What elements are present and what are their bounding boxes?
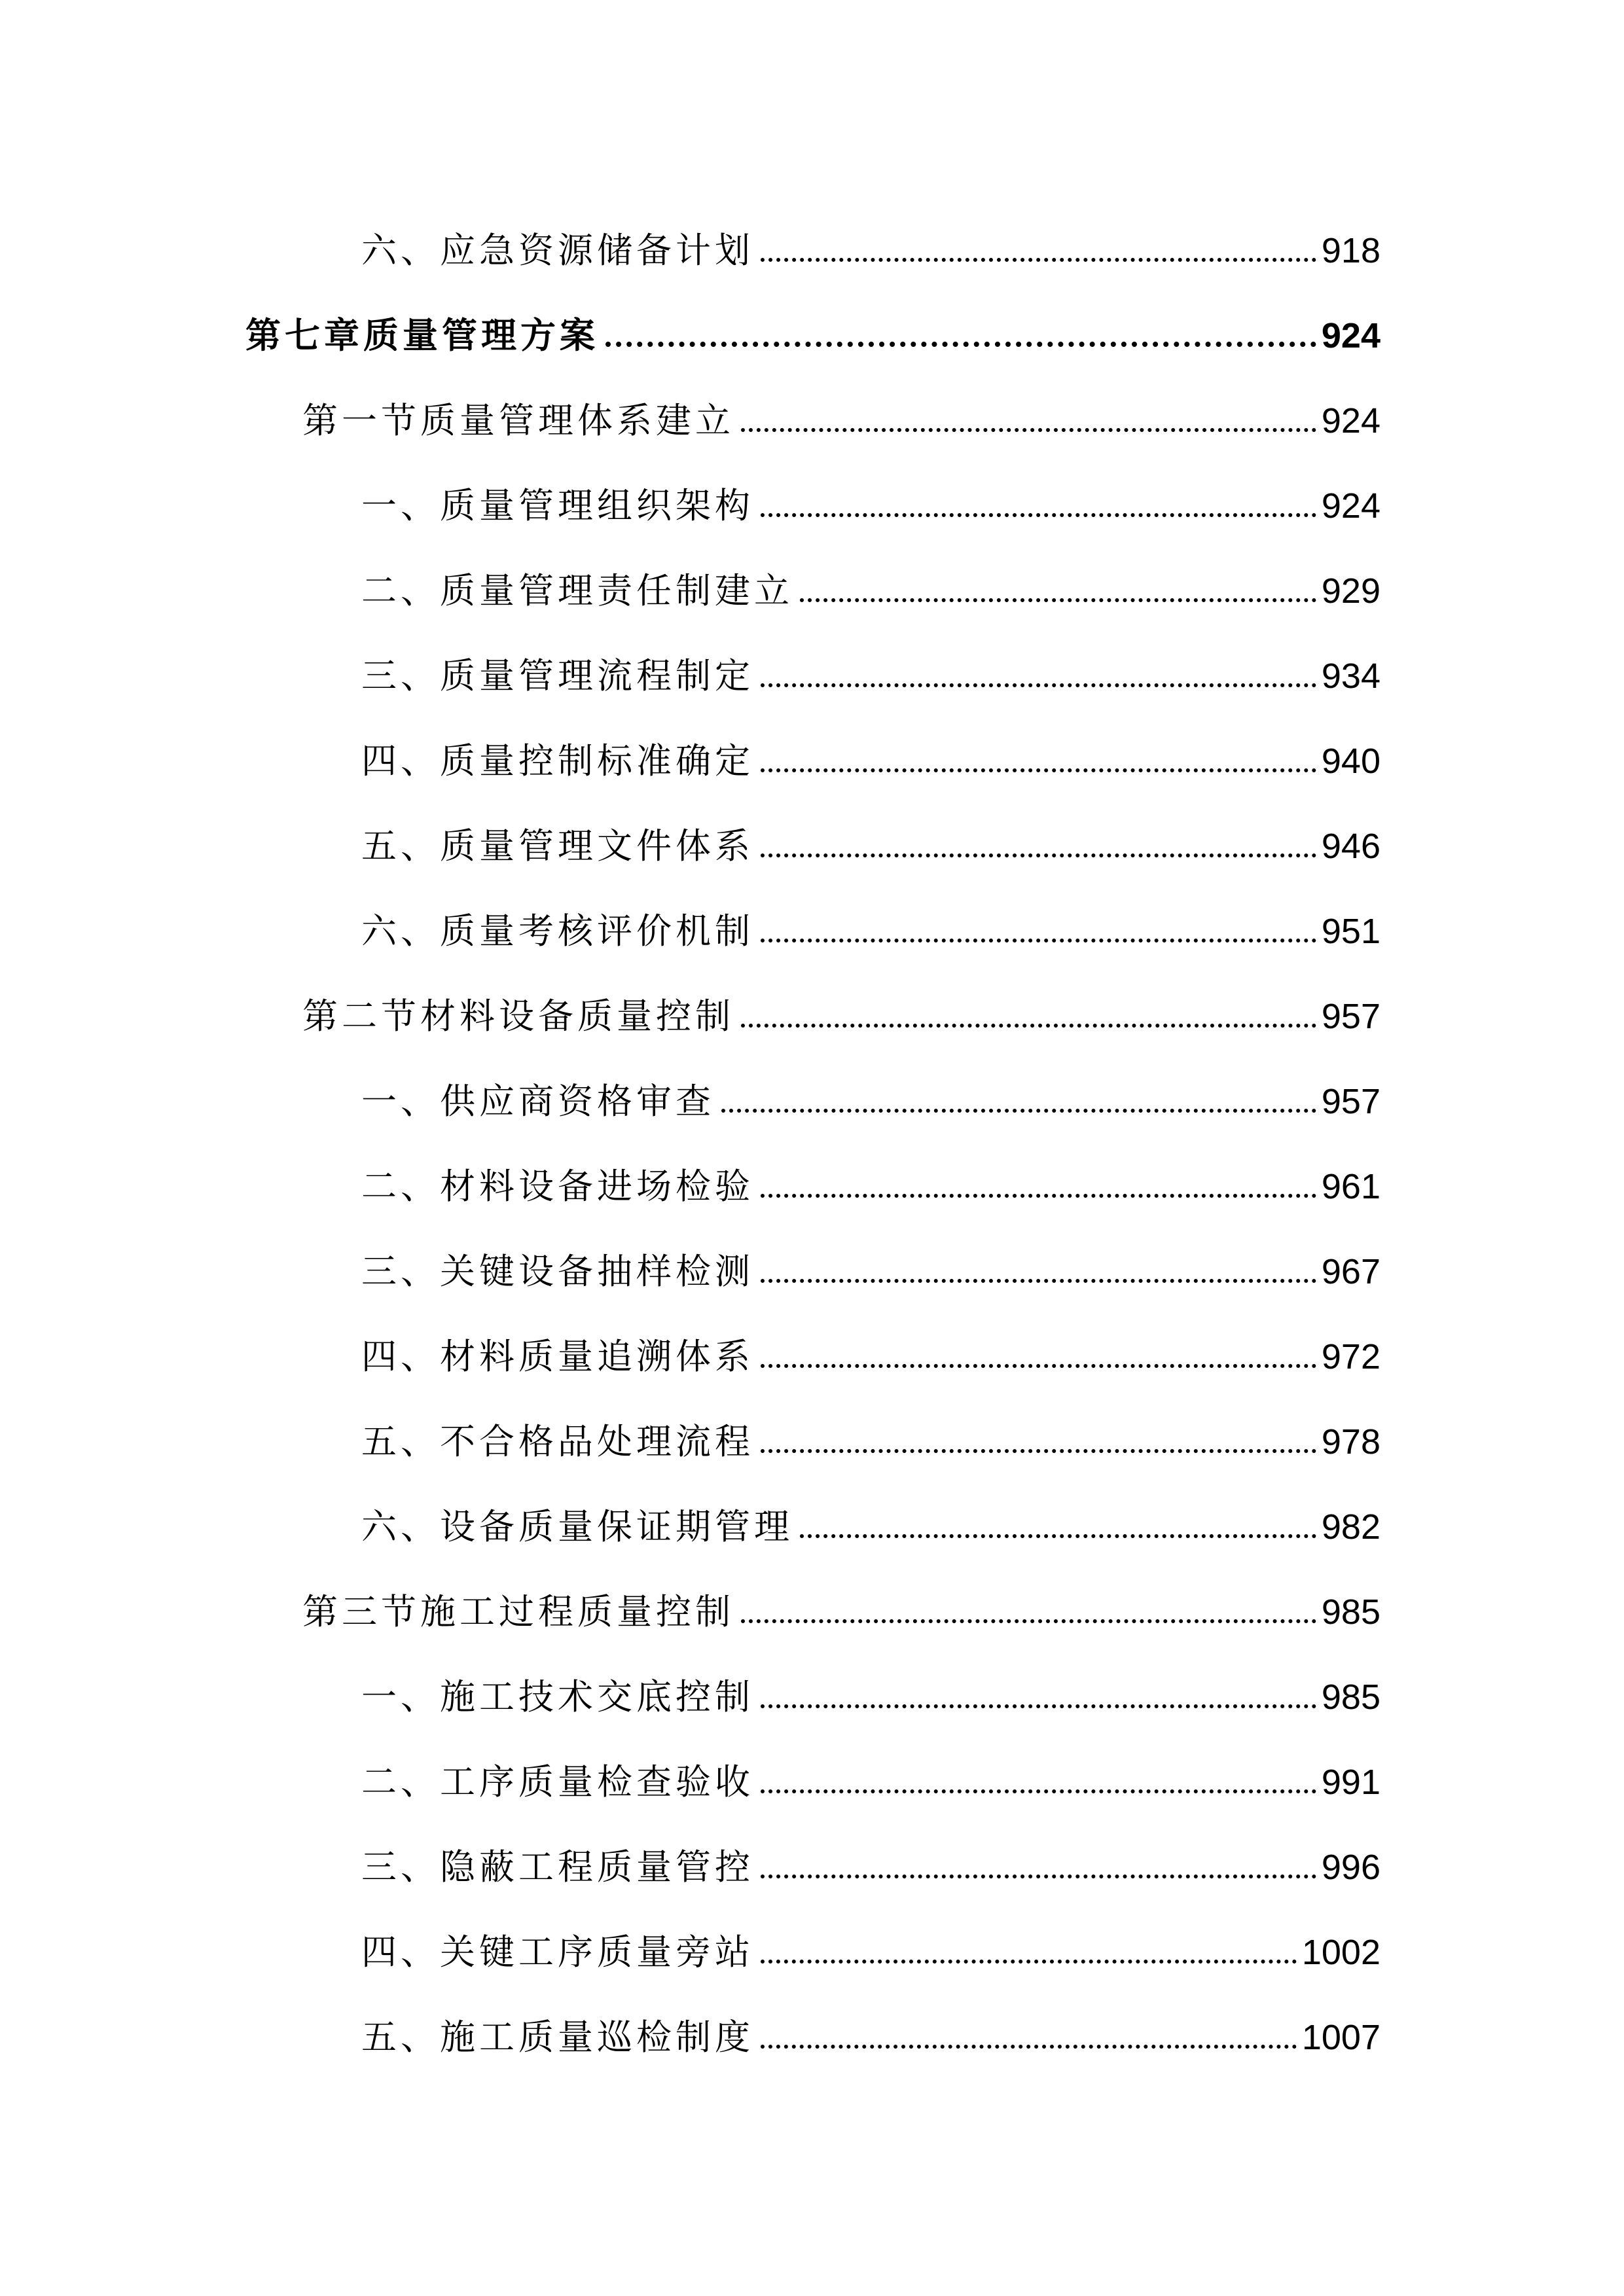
- toc-dot-leader: [605, 342, 1316, 347]
- toc-entry[interactable]: [361, 1911, 1380, 1970]
- toc-entry-page: 1007: [1301, 2018, 1380, 2055]
- toc-section-entry[interactable]: [302, 1571, 1380, 1630]
- toc-dot-leader: [800, 598, 1316, 602]
- toc-dot-leader: [761, 513, 1316, 517]
- toc-dot-leader: [761, 1789, 1316, 1793]
- toc-dot-leader: [761, 1364, 1316, 1368]
- toc-dot-leader: [761, 1874, 1316, 1878]
- toc-entry-label: 第一节质量管理体系建立: [302, 400, 734, 439]
- toc-entry-label: 第二节材料设备质量控制: [302, 996, 734, 1034]
- toc-entry-label: 四、质量控制标准确定: [361, 740, 754, 779]
- toc-entry-label: 二、质量管理责任制建立: [361, 570, 793, 609]
- toc-entry-page: 957: [1321, 997, 1380, 1034]
- toc-entry-label: 第七章质量管理方案: [245, 315, 599, 353]
- toc-entry[interactable]: [361, 1486, 1380, 1545]
- toc-entry[interactable]: [361, 1145, 1380, 1204]
- toc-dot-leader: [761, 2045, 1297, 2049]
- toc-entry-page: 978: [1321, 1422, 1380, 1460]
- toc-entry-label: 三、隐蔽工程质量管控: [361, 1846, 754, 1885]
- toc-entry-page: 934: [1321, 656, 1380, 694]
- toc-entry[interactable]: [361, 1401, 1380, 1460]
- toc-entry[interactable]: [361, 1826, 1380, 1885]
- toc-entry-label: 三、质量管理流程制定: [361, 655, 754, 694]
- toc-entry-label: 四、关键工序质量旁站: [361, 1931, 754, 1970]
- toc-dot-leader: [721, 1109, 1316, 1113]
- toc-dot-leader: [761, 1960, 1297, 1964]
- toc-entry-label: 第三节施工过程质量控制: [302, 1591, 734, 1630]
- toc-entry-page: 985: [1321, 1592, 1380, 1630]
- toc-dot-leader: [761, 768, 1316, 772]
- toc-entry-page: 957: [1321, 1082, 1380, 1119]
- toc-section-entry[interactable]: [302, 975, 1380, 1034]
- toc-entry-label: 六、质量考核评价机制: [361, 910, 754, 949]
- toc-entry-page: 924: [1321, 486, 1380, 524]
- toc-entry-label: 四、材料质量追溯体系: [361, 1336, 754, 1374]
- toc-dot-leader: [761, 939, 1316, 942]
- toc-entry-page: 951: [1321, 912, 1380, 949]
- toc-entry-label: 五、施工质量巡检制度: [361, 2017, 754, 2055]
- toc-entry-label: 一、质量管理组织架构: [361, 485, 754, 524]
- toc-entry-label: 五、不合格品处理流程: [361, 1421, 754, 1460]
- toc-entry-page: 1002: [1301, 1933, 1380, 1970]
- toc-entry-page: 961: [1321, 1167, 1380, 1204]
- toc-entry-page: 924: [1321, 316, 1380, 353]
- toc-entry-label: 二、材料设备进场检验: [361, 1166, 754, 1204]
- toc-entry-label: 六、应急资源储备计划: [361, 230, 754, 268]
- toc-entry[interactable]: [361, 209, 1380, 268]
- toc-entry[interactable]: [361, 805, 1380, 864]
- toc-section-entry[interactable]: [302, 380, 1380, 439]
- toc-dot-leader: [761, 258, 1316, 262]
- toc-entry[interactable]: [361, 635, 1380, 694]
- toc-entry-label: 一、供应商资格审查: [361, 1081, 715, 1119]
- toc-entry[interactable]: [361, 1741, 1380, 1800]
- toc-entry-page: 991: [1321, 1763, 1380, 1800]
- toc-entry-label: 三、关键设备抽样检测: [361, 1251, 754, 1289]
- toc-entry-page: 985: [1321, 1677, 1380, 1715]
- toc-dot-leader: [800, 1534, 1316, 1538]
- toc-entry-page: 918: [1321, 231, 1380, 268]
- toc-dot-leader: [761, 683, 1316, 687]
- toc-dot-leader: [741, 1024, 1316, 1028]
- toc-dot-leader: [761, 1704, 1316, 1708]
- toc-entry-page: 940: [1321, 742, 1380, 779]
- toc-dot-leader: [741, 428, 1316, 432]
- toc-dot-leader: [741, 1619, 1316, 1623]
- toc-entry-page: 996: [1321, 1848, 1380, 1885]
- toc-dot-leader: [761, 853, 1316, 857]
- toc-entry[interactable]: [361, 1230, 1380, 1289]
- toc-entry-label: 一、施工技术交底控制: [361, 1676, 754, 1715]
- toc-entry-label: 五、质量管理文件体系: [361, 825, 754, 864]
- toc-dot-leader: [761, 1194, 1316, 1198]
- toc-chapter-entry[interactable]: [245, 295, 1380, 353]
- toc-entry-label: 六、设备质量保证期管理: [361, 1506, 793, 1545]
- toc-entry[interactable]: [361, 1996, 1380, 2055]
- toc-entry-page: 972: [1321, 1337, 1380, 1374]
- toc-entry[interactable]: [361, 720, 1380, 779]
- toc-entry[interactable]: [361, 550, 1380, 609]
- toc-entry-page: 946: [1321, 827, 1380, 864]
- toc-entry-page: 929: [1321, 571, 1380, 609]
- toc-entry-page: 982: [1321, 1507, 1380, 1545]
- toc-dot-leader: [761, 1449, 1316, 1453]
- toc-entry-page: 967: [1321, 1252, 1380, 1289]
- toc-entry[interactable]: [361, 1060, 1380, 1119]
- toc-dot-leader: [761, 1279, 1316, 1283]
- toc-entry[interactable]: [361, 465, 1380, 524]
- toc-entry[interactable]: [361, 1316, 1380, 1374]
- toc-entry[interactable]: [361, 890, 1380, 949]
- toc-entry-page: 924: [1321, 401, 1380, 439]
- toc-entry[interactable]: [361, 1656, 1380, 1715]
- toc-entry-label: 二、工序质量检查验收: [361, 1761, 754, 1800]
